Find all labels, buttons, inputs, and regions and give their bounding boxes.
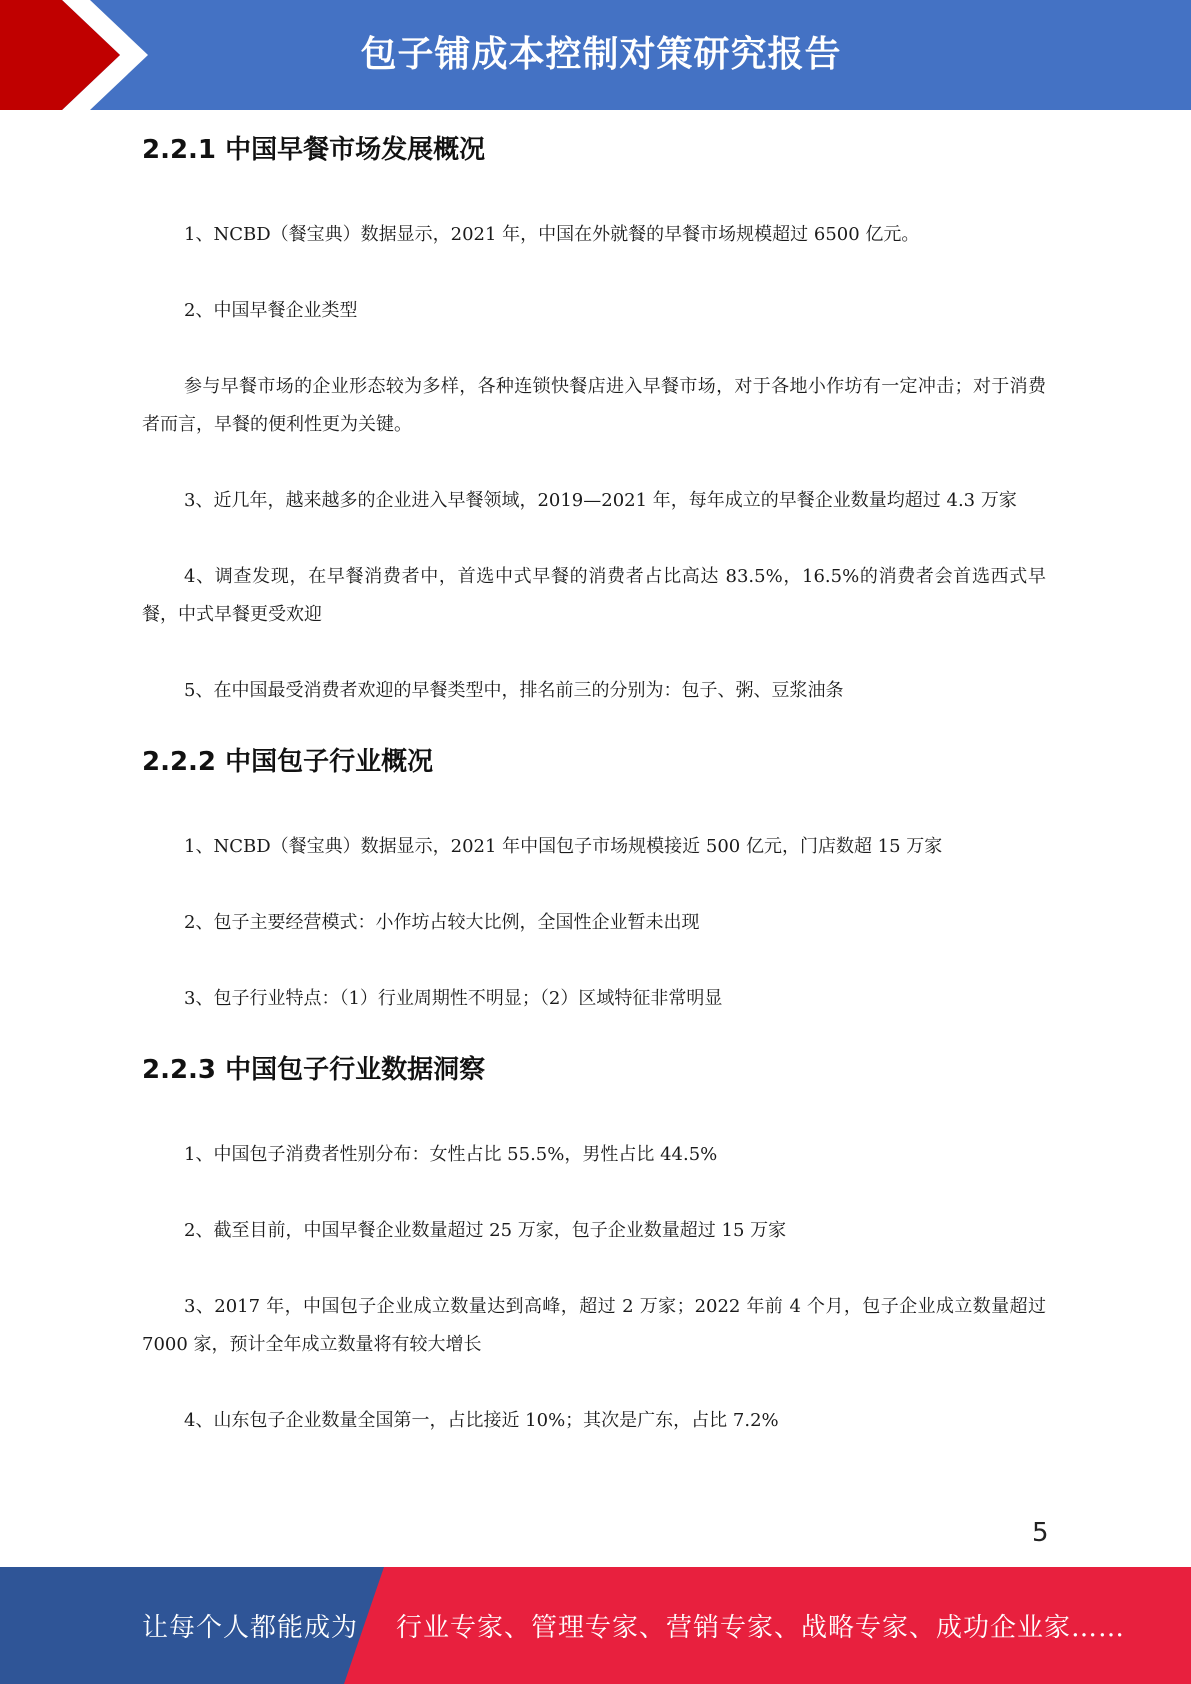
paragraph: 2、截至目前，中国早餐企业数量超过 25 万家，包子企业数量超过 15 万家 <box>184 1220 787 1241</box>
paragraph: 3、近几年，越来越多的企业进入早餐领域，2019—2021 年，每年成立的早餐企业数量均超过 4.3 万家 <box>184 490 1017 511</box>
header-banner <box>0 0 1191 110</box>
section-heading-222: 2.2.2 中国包子行业概况 <box>142 747 434 777</box>
paragraph: 3、2017 年，中国包子企业成立数量达到高峰，超过 2 万家；2022 年前 4 个月，包子企业成立数量超过 7000 家，预计全年成立数量将有较大增长 <box>142 1296 1046 1355</box>
footer-slogan-left: 让每个人都能成为 <box>142 1613 359 1643</box>
paragraph: 1、NCBD（餐宝典）数据显示，2021 年中国包子市场规模接近 500 亿元，门店数超 15 万家 <box>184 836 943 857</box>
paragraph: 3、包子行业特点：（1）行业周期性不明显；（2）区域特征非常明显 <box>184 988 723 1009</box>
paragraph: 4、调查发现，在早餐消费者中，首选中式早餐的消费者占比高达 83.5%，16.5%的消费者会首选西式早餐，中式早餐更受欢迎 <box>142 566 1046 625</box>
paragraph: 2、包子主要经营模式：小作坊占较大比例，全国性企业暂未出现 <box>184 912 700 933</box>
paragraph: 1、中国包子消费者性别分布：女性占比 55.5%，男性占比 44.5% <box>184 1144 718 1165</box>
paragraph: 参与早餐市场的企业形态较为多样，各种连锁快餐店进入早餐市场，对于各地小作坊有一定冲击；对于消费者而言，早餐的便利性更为关键。 <box>142 376 1046 435</box>
page-content <box>142 122 1046 1440</box>
paragraph: 1、NCBD（餐宝典）数据显示，2021 年，中国在外就餐的早餐市场规模超过 6500 亿元。 <box>184 224 920 245</box>
section-heading-223: 2.2.3 中国包子行业数据洞察 <box>142 1055 486 1085</box>
section-heading-221: 2.2.1 中国早餐市场发展概况 <box>142 135 486 165</box>
paragraph: 4、山东包子企业数量全国第一，占比接近 10%；其次是广东，占比 7.2% <box>184 1410 779 1431</box>
footer-banner <box>0 1567 1191 1684</box>
page-number: 5 <box>1032 1518 1049 1548</box>
paragraph: 2、中国早餐企业类型 <box>184 300 358 321</box>
paragraph: 5、在中国最受消费者欢迎的早餐类型中，排名前三的分别为：包子、粥、豆浆油条 <box>184 680 844 701</box>
footer-slogan-right: 行业专家、管理专家、营销专家、战略专家、成功企业家…… <box>396 1613 1126 1643</box>
document-title: 包子铺成本控制对策研究报告 <box>360 34 842 75</box>
